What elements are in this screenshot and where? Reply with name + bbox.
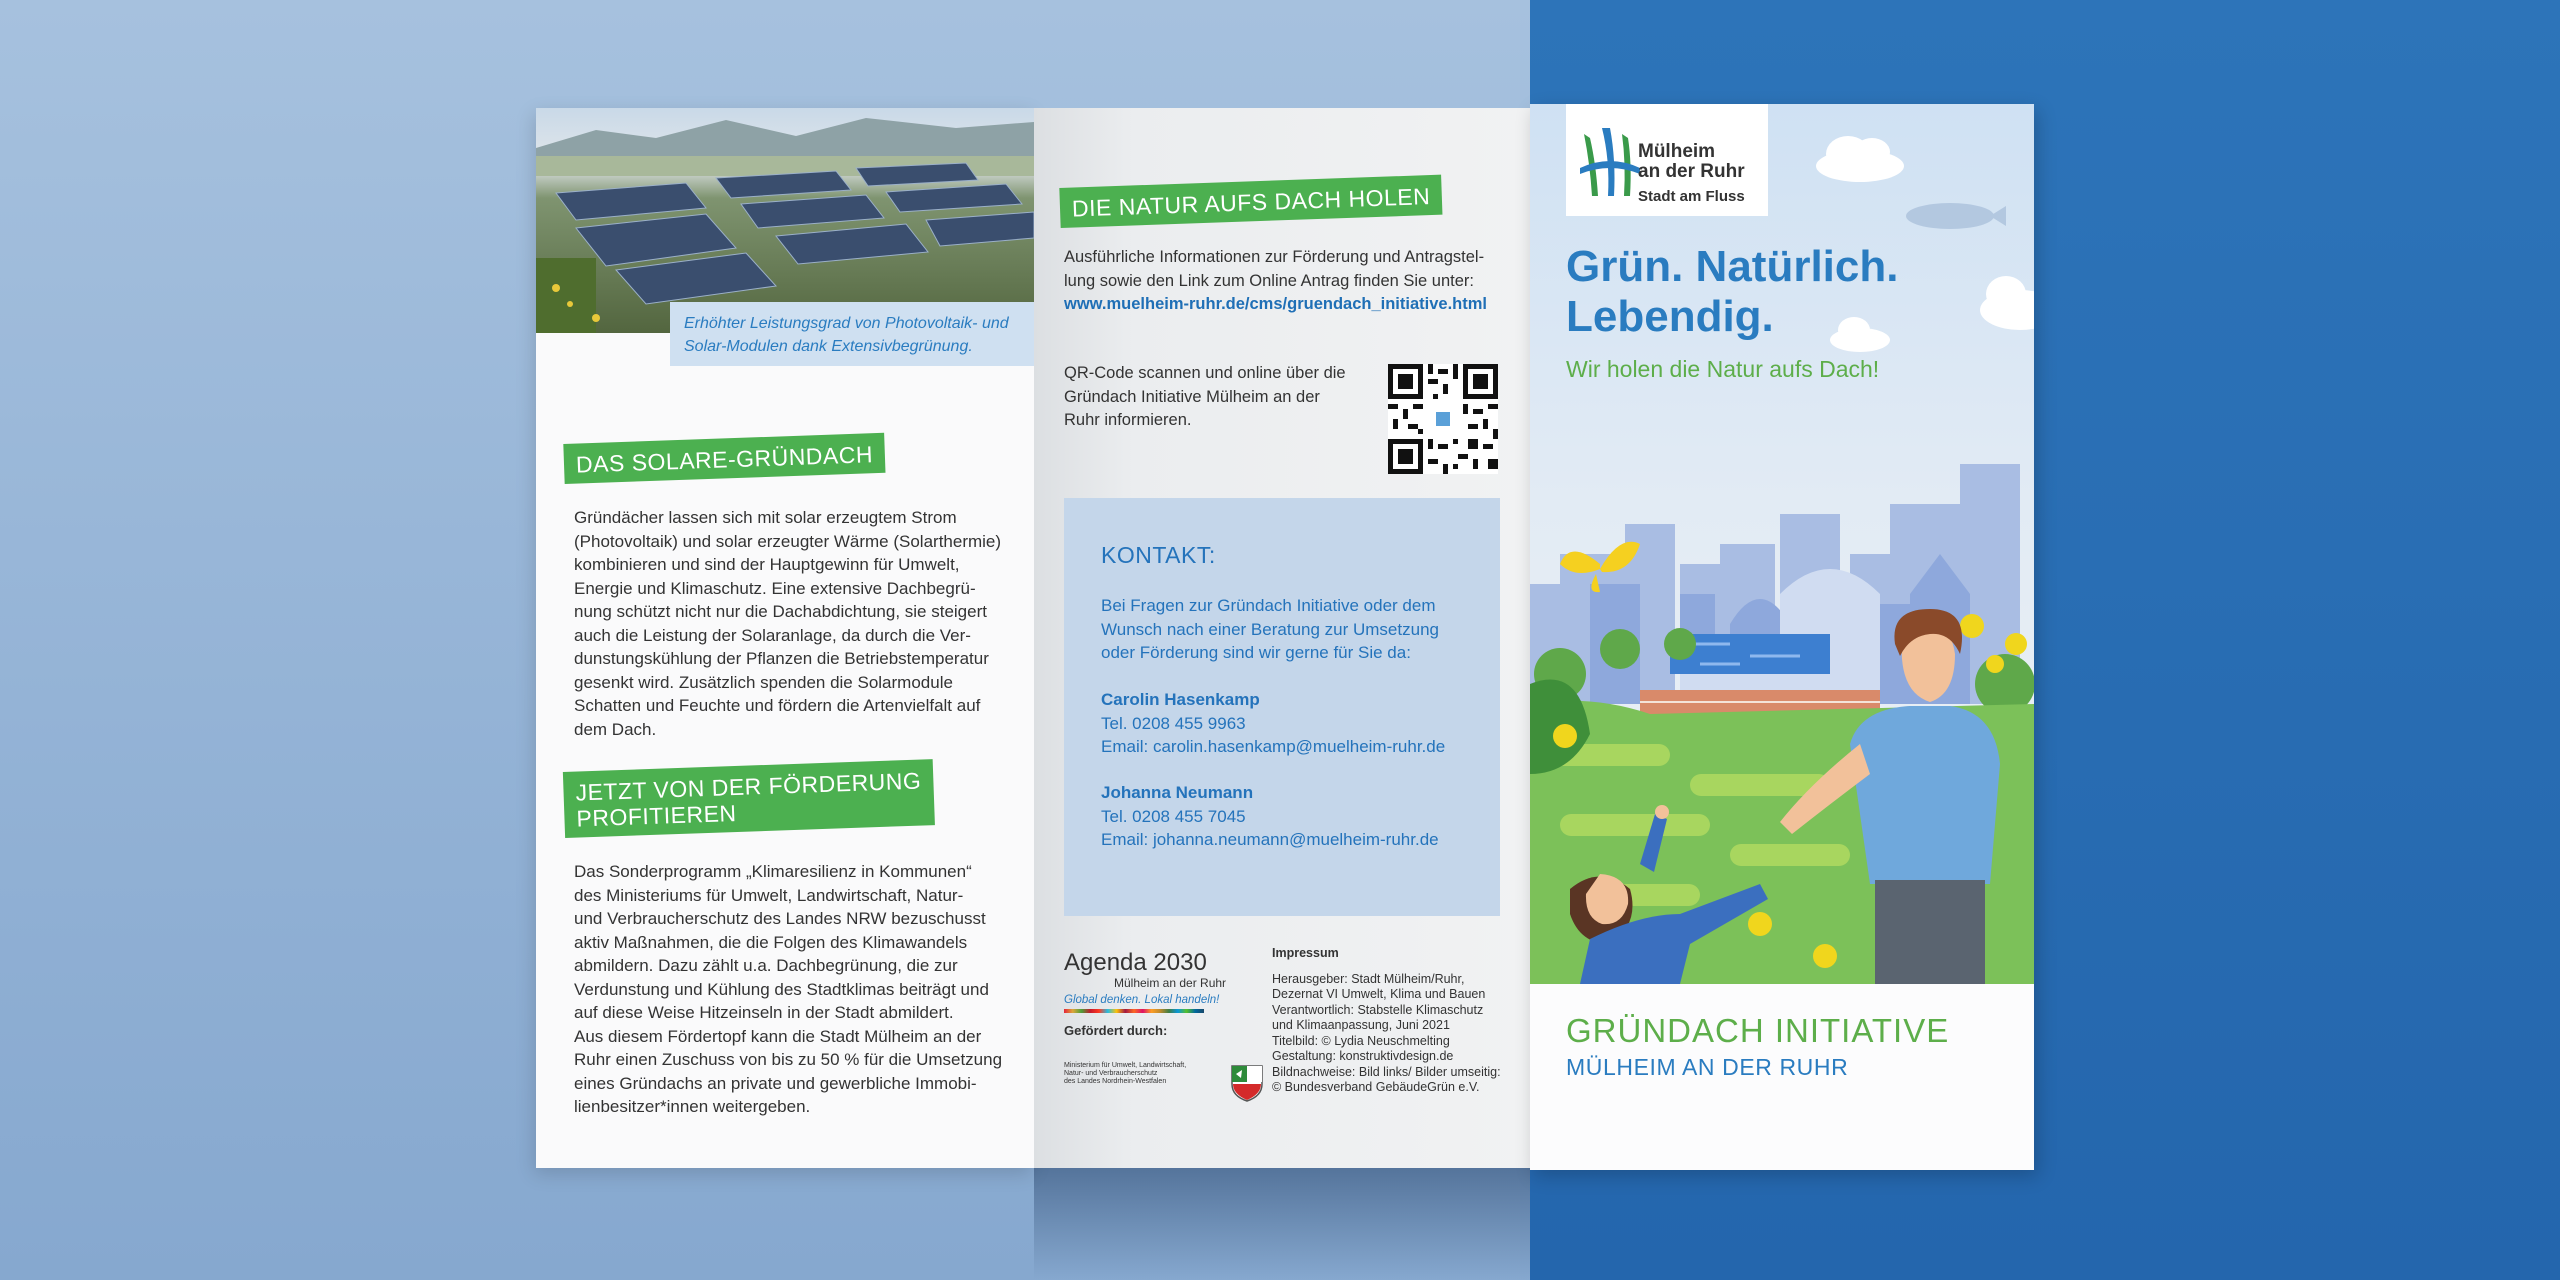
heading-line: JETZT VON DER FÖRDERUNG xyxy=(575,767,922,806)
text-line: Gründach Initiative Mülheim an der xyxy=(1064,387,1320,406)
cover-footer-subtitle: MÜLHEIM AN DER RUHR xyxy=(1566,1054,1849,1080)
text-line: Verantwortlich: Stabstelle Klimaschutz xyxy=(1272,1002,1484,1017)
text-line: lienbesitzer*innen weitergeben. xyxy=(574,1097,811,1116)
text-line: Dezernat VI Umwelt, Klima und Bauen xyxy=(1272,987,1486,1001)
solar-roof-photo xyxy=(536,108,1034,333)
contact-person-1 xyxy=(1101,688,1445,759)
agenda-2030-logo xyxy=(1064,950,1226,1086)
brochure-panel-left xyxy=(536,108,1034,1168)
info-text xyxy=(1064,246,1514,317)
qr-code[interactable] xyxy=(1388,364,1498,474)
text-line: des Landes Nordrhein-Westfalen xyxy=(1064,1078,1167,1085)
photo-caption: Erhöhter Leistungsgrad von Photovoltaik- und Solar-Modulen dank Extensivbegrünung. xyxy=(684,315,1009,355)
section-body-funding xyxy=(574,860,1024,1119)
text-line: Natur- und Verbraucherschutz xyxy=(1064,1070,1158,1077)
text-line: und Klimaanpassung, Juni 2021 xyxy=(1272,1018,1450,1032)
contact-phone[interactable]: Tel. 0208 455 9963 xyxy=(1101,713,1246,733)
headline-line: Grün. Natürlich. xyxy=(1566,242,1899,291)
impressum-title: Impressum xyxy=(1272,946,1339,960)
text-line: kombinieren und sind der Hauptgewinn für Umwelt, xyxy=(574,555,960,574)
contact-name: Johanna Neumann xyxy=(1101,783,1254,802)
text-line: Ruhr informieren. xyxy=(1064,411,1192,429)
text-line: Titelbild: © Lydia Neuschmelting xyxy=(1272,1033,1450,1048)
contact-email[interactable]: Email: johanna.neumann@muelheim-ruhr.de xyxy=(1101,830,1439,849)
text-line: auch die Leistung der Solaranlage, da durch die Ver- xyxy=(574,625,971,645)
text-line: dem Dach. xyxy=(574,719,657,739)
text-line: Gründächer lassen sich mit solar erzeugtem Strom xyxy=(574,508,957,527)
cover-footer-title: GRÜNDACH INITIATIVE xyxy=(1566,1012,1950,1049)
online-application-link[interactable]: www.muelheim-ruhr.de/cms/gruendach_initiative.html xyxy=(1064,295,1487,313)
cover-headline xyxy=(1566,242,1898,342)
cover-illustration xyxy=(1530,444,2034,984)
contact-email[interactable]: Email: carolin.hasenkamp@muelheim-ruhr.de xyxy=(1101,737,1446,756)
text-line: eines Gründachs an private und gewerbliche Immobi- xyxy=(574,1073,977,1093)
sdg-color-bar xyxy=(1064,1009,1204,1013)
text-line: Aus diesem Fördertopf kann die Stadt Mülheim an der xyxy=(574,1026,982,1046)
text-line: dunstungskühlung der Pflanzen die Betriebstemperatur xyxy=(574,649,989,668)
contact-intro xyxy=(1101,594,1439,665)
impressum xyxy=(1272,946,1512,1096)
section-body-solar xyxy=(574,506,1024,741)
text-line: aktiv Maßnahmen, die die Folgen des Klimawandels xyxy=(574,932,968,952)
text-line: gesenkt wird. Zusätzlich spenden die Solarmodule xyxy=(574,672,953,692)
contact-box xyxy=(1064,498,1500,916)
text-line: des Ministeriums für Umwelt, Landwirtschaft, Natur- xyxy=(574,885,964,905)
nrw-coat-of-arms-icon xyxy=(1230,1064,1264,1102)
text-line: Schatten und Feuchte und fördern die Artenvielfalt auf xyxy=(574,696,981,715)
section-heading-natur: DIE NATUR AUFS DACH HOLEN xyxy=(1059,175,1443,228)
text-line: Herausgeber: Stadt Mülheim/Ruhr, xyxy=(1272,971,1465,986)
agenda-tagline: Global denken. Lokal handeln! xyxy=(1064,994,1220,1006)
text-line: Das Sonderprogramm „Klimaresilienz in Kommunen“ xyxy=(574,862,972,881)
text-line: © Bundesverband GebäudeGrün e.V. xyxy=(1272,1080,1480,1094)
section-heading-solar: DAS SOLARE-GRÜNDACH xyxy=(563,433,885,484)
section-heading-funding xyxy=(563,759,935,838)
text-line: Wunsch nach einer Beratung zur Umsetzung xyxy=(1101,619,1439,639)
heading-line: PROFITIEREN xyxy=(576,799,737,832)
funded-by-label: Gefördert durch: xyxy=(1064,1023,1168,1038)
cover-subline: Wir holen die Natur aufs Dach! xyxy=(1566,356,1880,382)
headline-line: Lebendig. xyxy=(1566,292,1774,341)
city-logo-icon xyxy=(1580,124,1640,200)
agenda-title: Agenda 2030 xyxy=(1064,949,1207,976)
contact-person-2 xyxy=(1101,781,1439,852)
text-line: Ministerium für Umwelt, Landwirtschaft, xyxy=(1064,1062,1187,1069)
logo-tagline: Stadt am Fluss xyxy=(1638,188,1745,205)
logo-text-line2: an der Ruhr xyxy=(1638,161,1745,182)
text-line: Energie und Klimaschutz. Eine extensive Dachbegrü- xyxy=(574,578,976,598)
qr-description xyxy=(1064,362,1364,433)
text-line: lung sowie den Link zum Online Antrag finden Sie unter: xyxy=(1064,271,1475,290)
brochure-panel-middle xyxy=(1034,108,1530,1168)
text-line: Gestaltung: konstruktivdesign.de xyxy=(1272,1049,1454,1063)
contact-heading: KONTAKT: xyxy=(1101,542,1216,568)
text-line: Ruhr einen Zuschuss von bis zu 50 % für die Umsetzung xyxy=(574,1050,1003,1069)
ministry-text xyxy=(1064,1062,1214,1086)
text-line: Bildnachweise: Bild links/ Bilder umseitig: xyxy=(1272,1064,1501,1079)
logo-text-line1: Mülheim xyxy=(1638,141,1716,162)
text-line: Bei Fragen zur Gründach Initiative oder dem xyxy=(1101,596,1436,615)
contact-name: Carolin Hasenkamp xyxy=(1101,690,1260,709)
text-line: Ausführliche Informationen zur Förderung und Antragstel- xyxy=(1064,248,1485,266)
text-line: QR-Code scannen und online über die xyxy=(1064,364,1346,382)
photo-caption-box xyxy=(670,302,1034,366)
agenda-subtitle: Mülheim an der Ruhr xyxy=(1114,976,1227,990)
brochure-shadow xyxy=(1034,1166,1530,1280)
text-line: (Photovoltaik) und solar erzeugter Wärme (Solarthermie) xyxy=(574,531,1002,551)
text-line: auf diese Weise Hitzeinseln in der Stadt abmildert. xyxy=(574,1003,954,1022)
text-line: abmildern. Dazu zählt u.a. Dachbegrünung, die zur xyxy=(574,956,958,975)
city-logo xyxy=(1566,104,1768,216)
text-line: nung schützt nicht nur die Dachabdichtung, sie steigert xyxy=(574,602,987,621)
contact-phone[interactable]: Tel. 0208 455 7045 xyxy=(1101,806,1246,826)
text-line: oder Förderung sind wir gerne für Sie da: xyxy=(1101,643,1411,662)
text-line: und Verbraucherschutz des Landes NRW bezuschusst xyxy=(574,909,986,928)
brochure-cover xyxy=(1530,104,2034,1170)
text-line: Verdunstung und Kühlung des Stadtklimas beiträgt und xyxy=(574,979,989,999)
